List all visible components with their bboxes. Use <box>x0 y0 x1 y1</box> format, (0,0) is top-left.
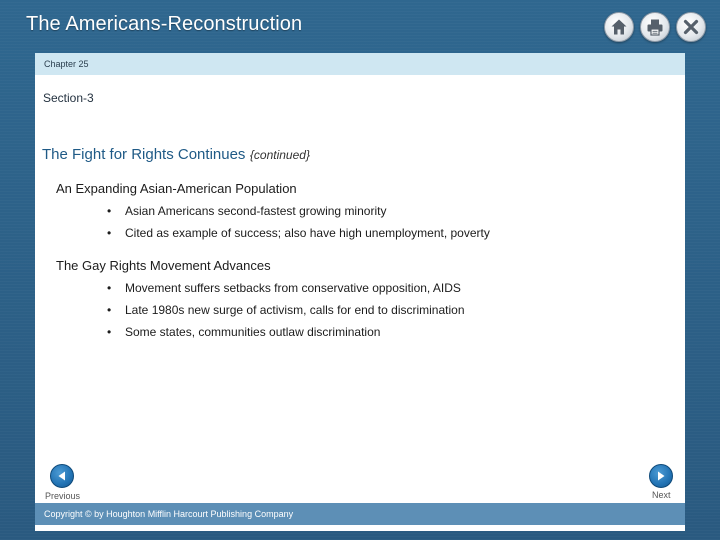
topic-block <box>56 258 465 343</box>
bullet-item: • Asian Americans second-fastest growing minority <box>107 200 490 222</box>
print-icon <box>645 17 665 37</box>
bullet-list <box>56 277 465 343</box>
top-toolbar <box>604 12 706 42</box>
next-button[interactable] <box>649 464 673 488</box>
app-title: The Americans-Reconstruction <box>26 13 303 35</box>
section-label: Section-3 <box>43 91 94 105</box>
bullet-item: • Cited as example of success; also have high unemployment, poverty <box>107 222 490 244</box>
previous-button[interactable] <box>50 464 74 488</box>
next-label[interactable]: Next <box>652 490 671 500</box>
bullet-item: • Some states, communities outlaw discrimination <box>107 321 465 343</box>
bullet-item: • Movement suffers setbacks from conservative opposition, AIDS <box>107 277 465 299</box>
slide-heading <box>42 146 310 164</box>
bullet-list <box>56 200 490 244</box>
home-icon <box>609 17 629 37</box>
slide-heading-title: The Fight for Rights Continues <box>42 146 246 163</box>
triangle-left-icon <box>56 470 68 482</box>
copyright-footer: Copyright © by Houghton Mifflin Harcourt Publishing Company <box>35 503 685 525</box>
slide-content <box>35 53 685 531</box>
previous-label[interactable]: Previous <box>45 491 81 501</box>
home-button[interactable] <box>604 12 634 42</box>
close-icon <box>681 17 701 37</box>
chapter-label: Chapter 25 <box>35 53 685 75</box>
print-button[interactable] <box>640 12 670 42</box>
topic-title: The Gay Rights Movement Advances <box>56 258 271 273</box>
bullet-item: • Late 1980s new surge of activism, calls for end to discrimination <box>107 299 465 321</box>
triangle-right-icon <box>655 470 667 482</box>
topic-block <box>56 181 490 244</box>
slide-heading-note: {continued} <box>249 148 310 162</box>
close-button[interactable] <box>676 12 706 42</box>
topic-title: An Expanding Asian-American Population <box>56 181 297 196</box>
